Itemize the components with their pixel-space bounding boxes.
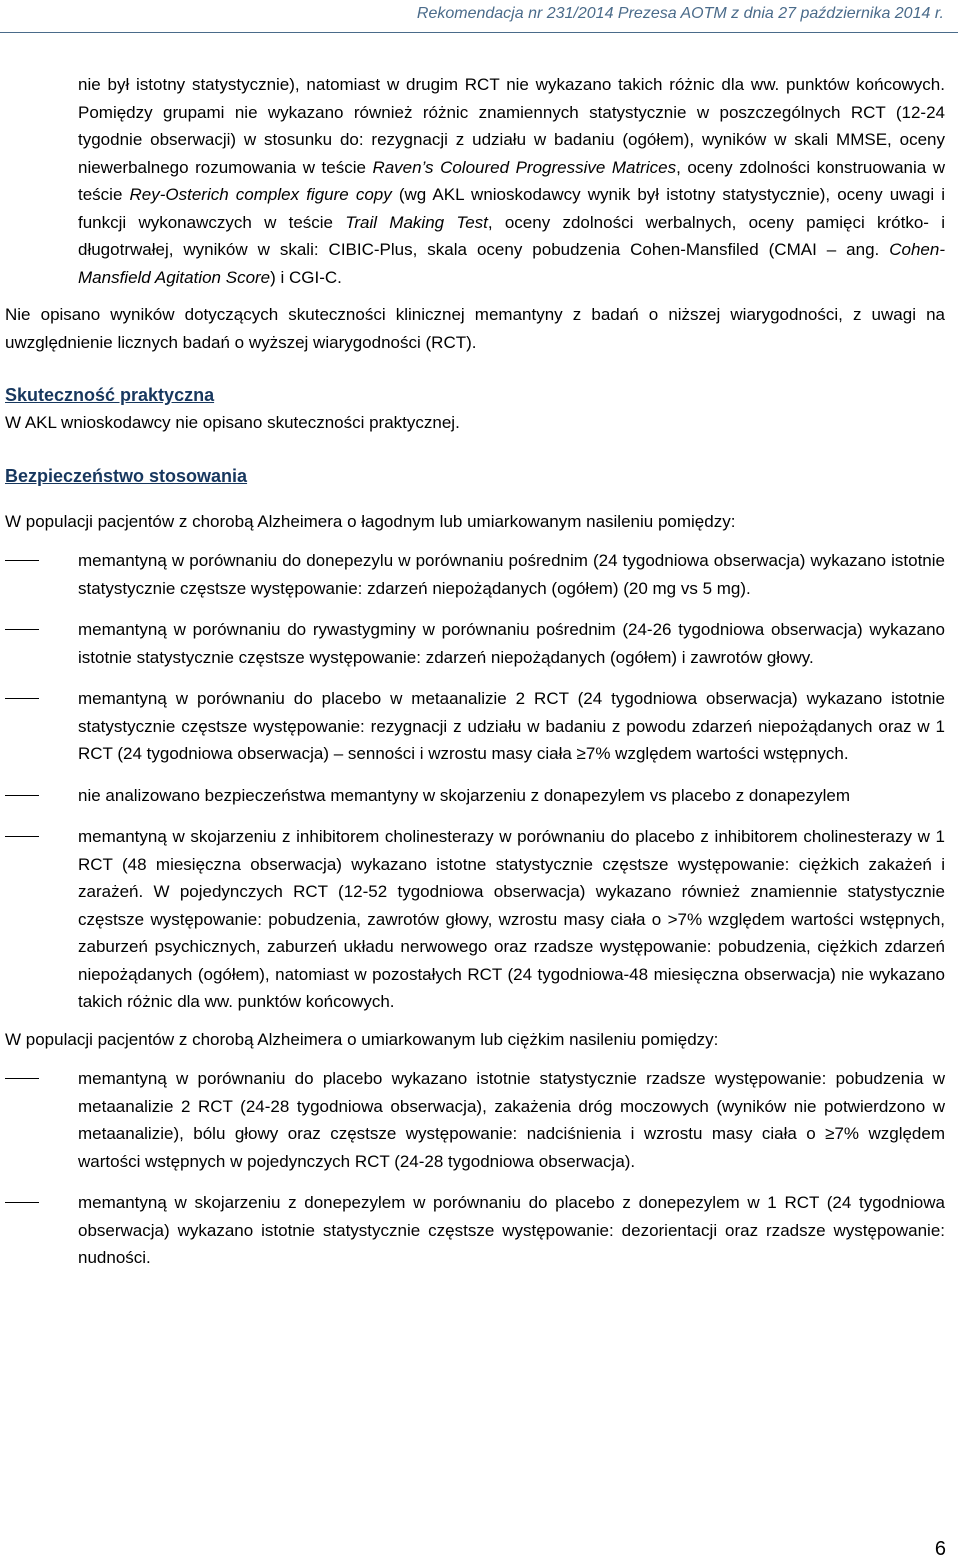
- test-name: Trail Making Test: [345, 212, 488, 232]
- page-content: [5, 71, 945, 1272]
- mild-safety-list: [5, 547, 945, 1016]
- list-item: memantyną w porównaniu do rywastygminy w porównaniu pośrednim (24-26 tygodniowa obserwacja) wykazano istotnie statystycznie częstsze występowanie: zdarzeń niepożądanych (ogółem) i zawrotów głowy.: [5, 616, 945, 671]
- practical-efficacy-text: W AKL wnioskodawcy nie opisano skuteczności praktycznej.: [5, 413, 460, 432]
- lower-evidence-paragraph: Nie opisano wyników dotyczących skuteczności klinicznej memantyny z badań o niższej wiarygodności, z uwagi na uwzględnienie licznych badań o wyższej wiarygodności (RCT).: [5, 305, 945, 352]
- list-item: memantyną w skojarzeniu z inhibitorem cholinesterazy w porównaniu do placebo z inhibitorem cholinesterazy w 1 RCT (48 miesięczna obserwacja) wykazano istotne statystycznie częstsze występowanie: ciężkich zakażeń i zarażeń. W pojedynczych RCT (12-52 tygodniowa obserwacja) wykazano również znamiennie statystycznie częstsze występowanie: pobudzenia, zawrotów głowy, wzrostu masy ciała o >7% względem wartości wstępnych, zaburzeń psychicznych, zaburzeń układu nerwowego oraz rzadsze występowanie: pobudzenia, ciężkich zdarzeń niepożądanych (ogółem), natomiast w pozostałych RCT (24 tygodniowa-48 miesięczna obserwacja) nie wykazano takich różnic dla ww. punktów końcowych.: [5, 823, 945, 1016]
- mild-population-intro: W populacji pacjentów z chorobą Alzheimera o łagodnym lub umiarkowanym nasileniu pomiędzy:: [5, 511, 736, 531]
- list-item: memantyną w porównaniu do placebo wykazano istotnie statystycznie rzadsze występowanie: pobudzenia w metaanalizie 2 RCT (24-28 tygodniowa obserwacja), zakażenia dróg moczowych (wyników nie potwierdzono w metaanalizie), bólu głowy oraz częstsze występowanie: nadciśnienia i wzrostu masy ciała o ≥7% względem wartości wstępnych w pojedynczych RCT (24-28 tygodniowa obserwacja).: [5, 1065, 945, 1175]
- severe-population-intro: W populacji pacjentów z chorobą Alzheimera o umiarkowanym lub ciężkim nasileniu pomiędzy:: [5, 1029, 719, 1049]
- efficacy-continuation-paragraph: [5, 71, 945, 291]
- header-rule: [0, 32, 958, 33]
- scale-name: Cohen-Mansfield Agitation Score: [78, 240, 945, 287]
- list-item: memantyną w skojarzeniu z donepezylem w porównaniu do placebo z donepezylem w 1 RCT (24 tygodniowa obserwacja) wykazano istotnie statystycznie częstsze występowanie: dezorientacji oraz rzadsze występowanie: nudności.: [5, 1189, 945, 1272]
- test-name: Raven’s Coloured Progressive Matrices: [372, 157, 677, 177]
- text-segment: nie był istotny statystycznie), natomiast w drugim RCT nie wykazano takich różnic dla ww. punktów końcowych. Pomiędzy grupami nie wykazano również różnic znamiennych statystycznie w poszczególnych RCT (12-24 tygodnie obserwacji) w stosunku do: rezygnacji z udziału w badaniu (ogółem), wyników w skali MMSE, oceny niewerbalnego rozumowania w teście: [78, 75, 945, 177]
- practical-efficacy-heading: Skuteczność praktyczna: [5, 385, 215, 405]
- text-segment: , oceny zdolności konstruowania w teście: [78, 157, 945, 204]
- running-header: Rekomendacja nr 231/2014 Prezesa AOTM z dnia 27 października 2014 r.: [416, 5, 944, 22]
- safety-heading: Bezpieczeństwo stosowania: [5, 465, 248, 486]
- page-number: 6: [934, 1538, 946, 1560]
- text-segment: (wg AKL wnioskodawcy wynik był istotny statystycznie), oceny uwagi i funkcji wykonawczych w teście: [78, 185, 945, 232]
- severe-safety-list: [5, 1065, 945, 1272]
- list-item: nie analizowano bezpieczeństwa memantyny w skojarzeniu z donapezylem vs placebo z donapezylem: [5, 782, 945, 810]
- text-segment: ) i CGI-C.: [270, 267, 342, 287]
- list-item: memantyną w porównaniu do placebo w metaanalizie 2 RCT (24 tygodniowa obserwacja) wykazano istotnie statystycznie częstsze występowanie: rezygnacji z udziału w badaniu z powodu zdarzeń niepożądanych oraz w 1 RCT (24 tygodniowa obserwacja) – senności i wzrostu masy ciała ≥7% względem wartości wstępnych.: [5, 685, 945, 768]
- list-item: memantyną w porównaniu do donepezylu w porównaniu pośrednim (24 tygodniowa obserwacja) wykazano istotnie statystycznie częstsze występowanie: zdarzeń niepożądanych (ogółem) (20 mg vs 5 mg).: [5, 547, 945, 602]
- text-segment: , oceny zdolności werbalnych, oceny pamięci krótko- i długotrwałej, wyników w skali: CIBIC-Plus, skala oceny pobudzenia Cohen-Mansfiled (CMAI – ang.: [78, 212, 945, 259]
- test-name: Rey-Osterich complex figure copy: [129, 185, 392, 204]
